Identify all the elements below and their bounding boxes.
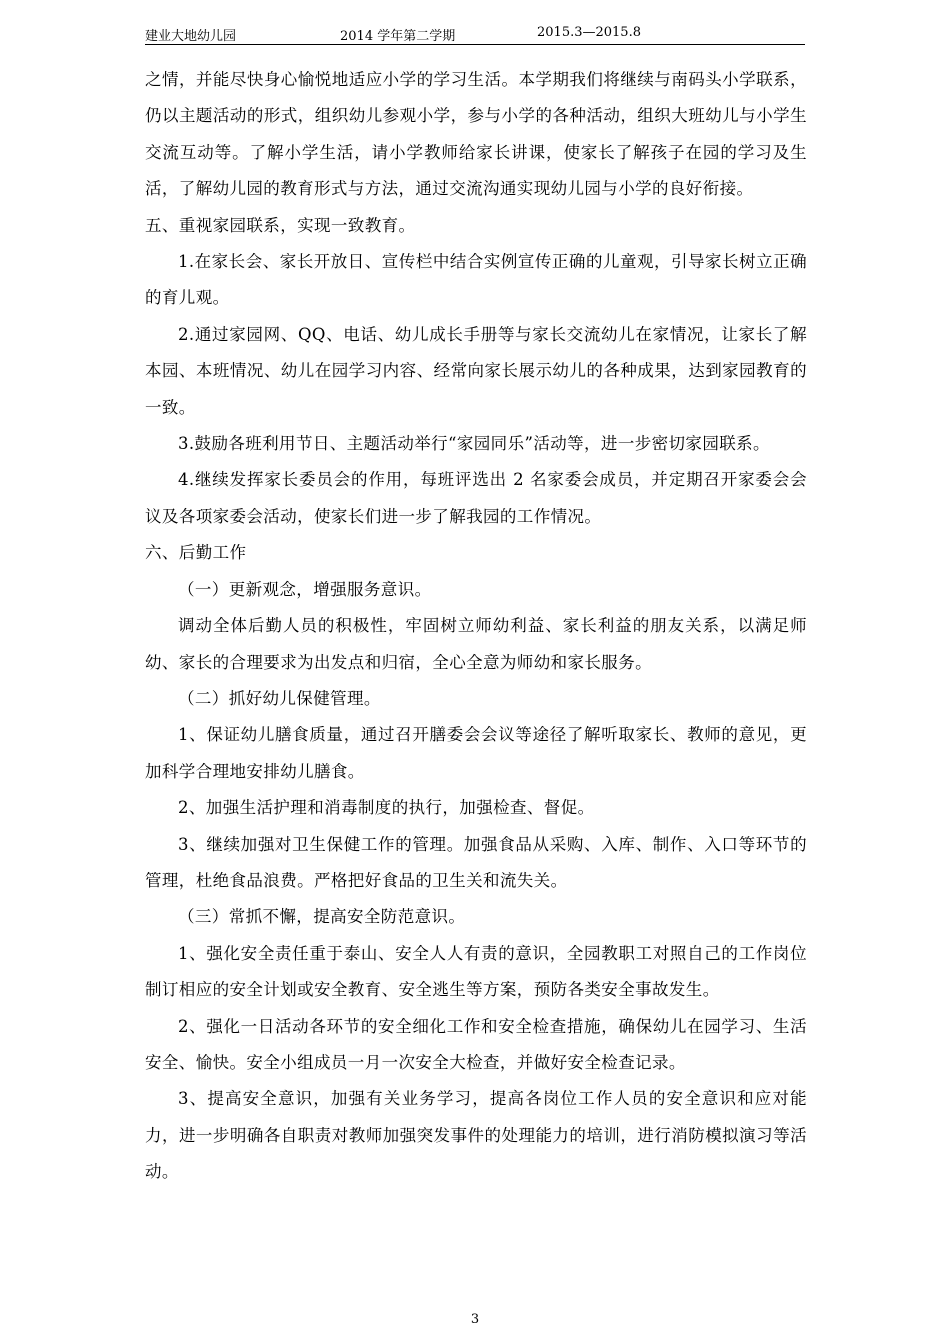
paragraph-continuation: 之情，并能尽快身心愉悦地适应小学的学习生活。本学期我们将继续与南码头小学联系，仍以主题活动的形式，组织幼儿参观小学，参与小学的各种活动，组织大班幼儿与小学生交流互动等。了解小学生活，请小学教师给家长讲课，使家长了解孩子在园的学习及生活，了解幼儿园的教育形式与方法，通过交流沟通实现幼儿园与小学的良好衔接。	[145, 70, 807, 199]
section-heading-logistics: 六、后勤工作	[145, 543, 247, 563]
header-period: 2015.3—2015.8	[537, 25, 641, 40]
section-heading-home-school: 五、重视家园联系，实现一致教育。	[145, 215, 416, 235]
paragraph-item: 4.继续发挥家长委员会的作用，每班评选出 2 名家委会成员，并定期召开家委会会议及各项家委会活动，使家长们进一步了解我园的工作情况。	[145, 470, 807, 526]
paragraph-item: 2.通过家园网、QQ、电话、幼儿成长手册等与家长交流幼儿在家情况，让家长了解本园、本班情况、幼儿在园学习内容、经常向家长展示幼儿的各种成果，达到家园教育的一致。	[145, 324, 807, 417]
paragraph-item: 调动全体后勤人员的积极性，牢固树立师幼利益、家长利益的朋友关系，以满足师幼、家长的合理要求为出发点和归宿，全心全意为师幼和家长服务。	[145, 616, 807, 672]
paragraph-item: 1、保证幼儿膳食质量，通过召开膳委会会议等途径了解听取家长、教师的意见，更加科学合理地安排幼儿膳食。	[145, 725, 807, 781]
paragraph-item: 2、加强生活护理和消毒制度的执行，加强检查、督促。	[178, 798, 595, 818]
paragraph-item: 1、强化安全责任重于泰山、安全人人有责的意识，全园教职工对照自己的工作岗位制订相应的安全计划或安全教育、安全逃生等方案，预防各类安全事故发生。	[145, 943, 807, 1000]
header-school-name: 建业大地幼儿园	[145, 29, 237, 44]
page-number: 3	[470, 1312, 480, 1327]
paragraph-item: 3、继续加强对卫生保健工作的管理。加强食品从采购、入库、制作、入口等环节的管理，杜绝食品浪费。严格把好食品的卫生关和流失关。	[145, 834, 807, 890]
header-term: 2014 学年第二学期	[340, 29, 456, 44]
document-body	[145, 62, 807, 1191]
subsection-heading: （一）更新观念，增强服务意识。	[178, 579, 432, 599]
paragraph-item: 3.鼓励各班利用节日、主题活动举行“家园同乐”活动等，进一步密切家园联系。	[178, 434, 770, 454]
paragraph-item: 1.在家长会、家长开放日、宣传栏中结合实例宣传正确的儿童观，引导家长树立正确的育儿观。	[145, 252, 807, 308]
subsection-heading: （三）常抓不懈，提高安全防范意识。	[178, 907, 466, 927]
page-header	[145, 22, 805, 45]
paragraph-item: 2、强化一日活动各环节的安全细化工作和安全检查措施，确保幼儿在园学习、生活安全、愉快。安全小组成员一月一次安全大检查，并做好安全检查记录。	[145, 1016, 807, 1072]
subsection-heading: （二）抓好幼儿保健管理。	[178, 688, 381, 708]
paragraph-item: 3、提高安全意识，加强有关业务学习，提高各岗位工作人员的安全意识和应对能力，进一步明确各自职责对教师加强突发事件的处理能力的培训，进行消防模拟演习等活动。	[145, 1089, 807, 1182]
